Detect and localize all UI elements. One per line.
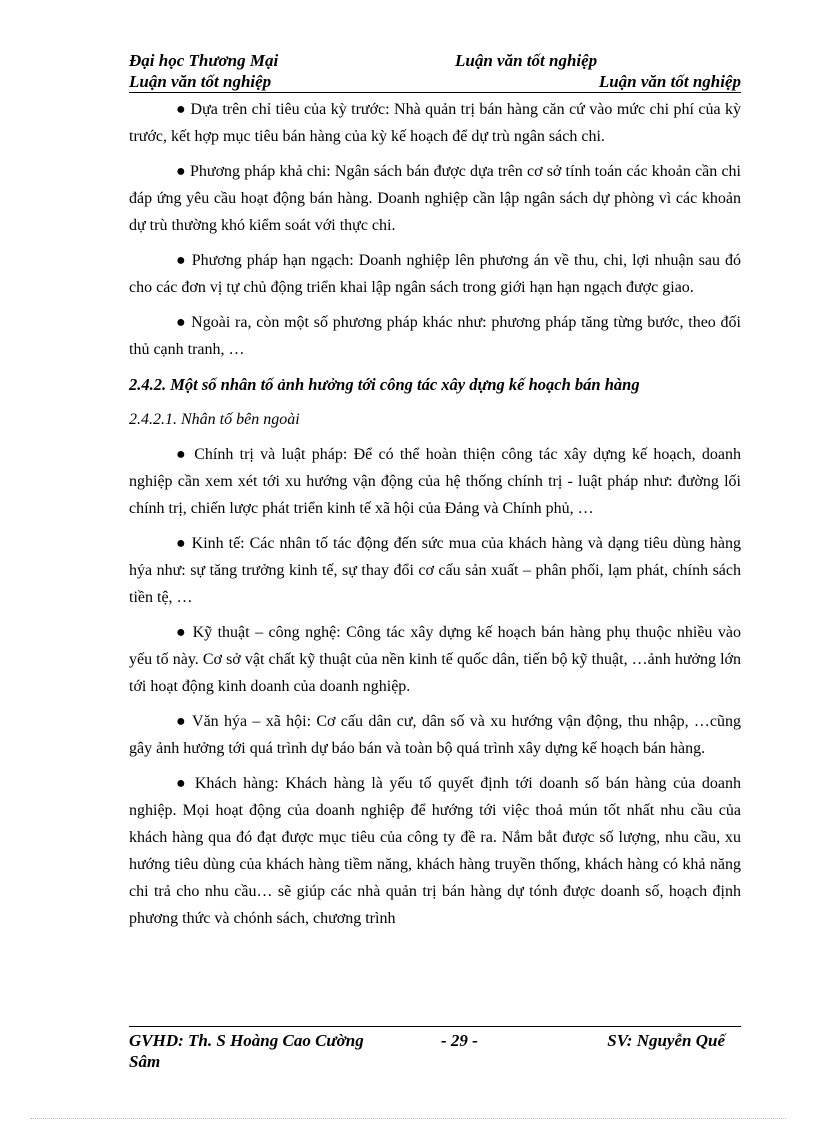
footer-row-1	[129, 1030, 741, 1051]
paragraph-affordable-method: ● Phương pháp khả chi: Ngân sách bán được dựa trên cơ sở tính toán các khoản cần chi đáp ứng yêu cầu hoạt động bán hàng. Doanh nghiệp cần lập ngân sách dự phòng vì các khoản dự trù thường khó kiểm soát với thực chi.	[129, 163, 741, 234]
section-heading: 2.4.2. Một số nhân tố ảnh hưởng tới công tác xây dựng kế hoạch bán hàng	[129, 375, 640, 394]
header-row-1	[129, 50, 741, 71]
header-thesis-left: Luận văn tốt nghiệp	[129, 72, 272, 91]
page-body	[129, 96, 741, 940]
footer-student: SV: Nguyễn Quế	[607, 1031, 725, 1050]
header-university: Đại học Thương Mại	[129, 51, 279, 70]
paragraph-technology: ● Kỹ thuật – công nghệ: Công tác xây dựng kế hoạch bán hàng phụ thuộc nhiều vào yếu tố này. Cơ sở vật chất kỹ thuật của nền kinh tế quốc dân, tiến bộ kỹ thuật, …ảnh hưởng lớn tới hoạt động kinh doanh của doanh nghiệp.	[129, 624, 741, 695]
header-thesis-title: Luận văn tốt nghiệp	[455, 51, 598, 70]
footer-rule	[129, 1026, 741, 1027]
header-rule	[129, 92, 741, 93]
subsection-heading: 2.4.2.1. Nhân tố bên ngoài	[129, 411, 300, 428]
header-row-2	[129, 71, 741, 92]
footer-row-2	[129, 1051, 741, 1072]
paragraph-other-methods: ● Ngoài ra, còn một số phương pháp khác như: phương pháp tăng từng bước, theo đối thủ cạnh tranh, …	[129, 314, 741, 358]
paragraph-prior-period: ● Dựa trên chỉ tiêu của kỳ trước: Nhà quản trị bán hàng căn cứ vào mức chi phí của kỳ trước, kết hợp mục tiêu bán hàng của kỳ kế hoạch để dự trù ngân sách chi.	[129, 101, 741, 145]
paragraph-culture-society: ● Văn hýa – xã hội: Cơ cấu dân cư, dân số và xu hướng vận động, thu nhập, …cũng gây ảnh hưởng tới quá trình dự báo bán và toàn bộ quá trình xây dựng kế hoạch bán hàng.	[129, 713, 741, 757]
header-thesis-right: Luận văn tốt nghiệp	[598, 72, 741, 91]
paragraph-politics-law: ● Chính trị và luật pháp: Để có thể hoàn thiện công tác xây dựng kế hoạch, doanh nghiệp cần xem xét tới xu hướng vận động của hệ thống chính trị - luật pháp như: đường lối chính trị, chiến lược phát triển kinh tế xã hội của Đảng và Chính phủ, …	[129, 446, 741, 517]
page-footer	[129, 1030, 741, 1072]
footer-supervisor: GVHD: Th. S Hoàng Cao Cường	[129, 1031, 364, 1050]
page-number: - 29 -	[441, 1031, 478, 1050]
paragraph-customers: ● Khách hàng: Khách hàng là yếu tố quyết định tới doanh số bán hàng của doanh nghiệp. Mọi hoạt động của doanh nghiệp để hướng tới việc thoả mún tốt nhất nhu cầu của khách hàng qua đó đạt được mục tiêu của công ty đề ra. Nắm bắt được số lượng, nhu cầu, xu hướng tiêu dùng của khách hàng tiềm năng, khách hàng truyền thống, khách hàng có khả năng chi trả cho nhu cầu… sẽ giúp các nhà quản trị bán hàng dự tónh được doanh số, hoạch định phương thức và chónh sách, chương trình	[129, 775, 741, 927]
footer-student-cont: Sâm	[129, 1052, 161, 1071]
page-header	[129, 50, 741, 92]
page-bottom-divider	[30, 1118, 786, 1119]
paragraph-quota-method: ● Phương pháp hạn ngạch: Doanh nghiệp lên phương án về thu, chi, lợi nhuận sau đó cho các đơn vị tự chủ động triển khai lập ngân sách trong giới hạn hạn ngạch được giao.	[129, 252, 741, 296]
paragraph-economy: ● Kinh tế: Các nhân tố tác động đến sức mua của khách hàng và dạng tiêu dùng hàng hýa như: sự tăng trưởng kinh tế, sự thay đổi cơ cấu sản xuất – phân phối, lạm phát, chính sách tiền tệ, …	[129, 535, 741, 606]
